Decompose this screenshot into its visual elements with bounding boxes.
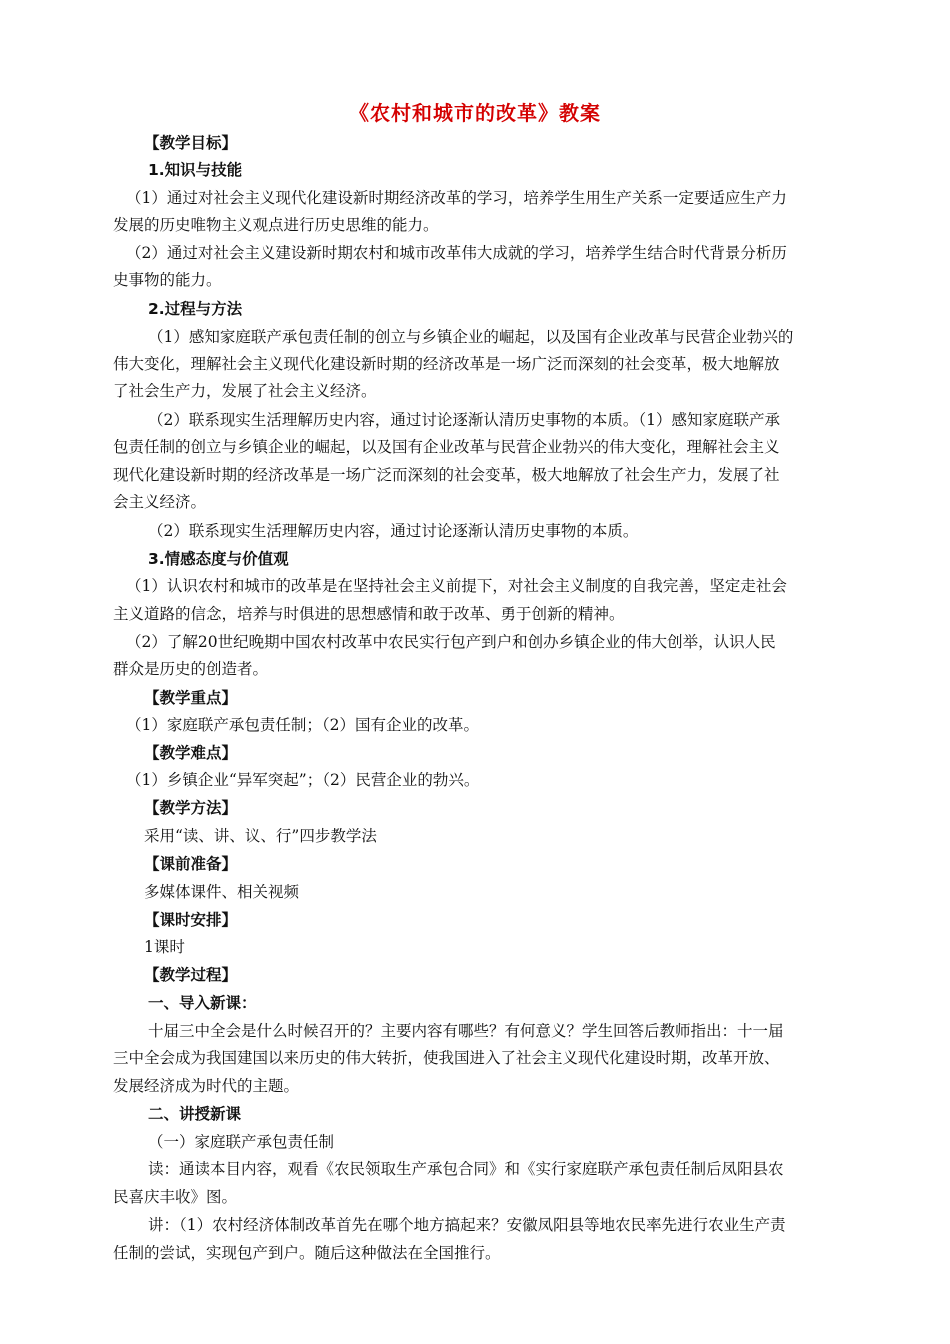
section-heading-process: 【教学过程】 bbox=[144, 966, 238, 984]
subheading-knowledge-skills: 1.知识与技能 bbox=[148, 161, 243, 179]
subheading-emotion-values: 3.情感态度与价值观 bbox=[148, 550, 289, 568]
paragraph-line: （1）乡镇企业“异军突起”；（2）民营企业的勃兴。 bbox=[126, 771, 480, 789]
paragraph-line: 会主义经济。 bbox=[113, 493, 207, 511]
paragraph-line: 采用“读、讲、议、行”四步教学法 bbox=[144, 827, 377, 845]
section-heading-preparation: 【课前准备】 bbox=[144, 855, 238, 873]
paragraph-line: 民喜庆丰收》图。 bbox=[113, 1188, 238, 1206]
paragraph-line: 十届三中全会是什么时候召开的？主要内容有哪些？有何意义？学生回答后教师指出：十一届 bbox=[148, 1022, 784, 1040]
paragraph-line: （1）感知家庭联产承包责任制的创立与乡镇企业的崛起，以及国有企业改革与民营企业勃兴的 bbox=[148, 328, 794, 346]
paragraph-line: 任制的尝试，实现包产到户。随后这种做法在全国推行。 bbox=[113, 1244, 501, 1262]
document-title: 《农村和城市的改革》教案 bbox=[349, 101, 601, 125]
paragraph-line: 发展经济成为时代的主题。 bbox=[113, 1077, 300, 1095]
paragraph-line: 讲：（1）农村经济体制改革首先在哪个地方搞起来？安徽凤阳县等地农民率先进行农业生产责 bbox=[148, 1216, 786, 1234]
paragraph-line: （2）了解20世纪晚期中国农村改革中农民实行包产到户和创办乡镇企业的伟大创举，认识人民 bbox=[126, 633, 776, 651]
paragraph-line: 发展的历史唯物主义观点进行历史思维的能力。 bbox=[113, 216, 439, 234]
paragraph-line: （1）家庭联产承包责任制；（2）国有企业的改革。 bbox=[126, 716, 479, 734]
section-heading-difficulties: 【教学难点】 bbox=[144, 744, 238, 762]
paragraph-line: （1）认识农村和城市的改革是在坚持社会主义前提下，对社会主义制度的自我完善，坚定走社会 bbox=[126, 577, 787, 595]
paragraph-line: 多媒体课件、相关视频 bbox=[144, 883, 300, 901]
subheading-process-method: 2.过程与方法 bbox=[148, 300, 243, 318]
paragraph-line: 读：通读本目内容，观看《农民领取生产承包合同》和《实行家庭联产承包责任制后凤阳县农 bbox=[148, 1160, 784, 1178]
subheading-introduction: 一、导入新课： bbox=[148, 994, 257, 1012]
paragraph-line: 1课时 bbox=[144, 938, 185, 956]
paragraph-line: （2）联系现实生活理解历史内容，通过讨论逐渐认清历史事物的本质。 bbox=[148, 522, 639, 540]
paragraph-line: （2）通过对社会主义建设新时期农村和城市改革伟大成就的学习，培养学生结合时代背景分析历 bbox=[126, 244, 787, 262]
paragraph-line: （2）联系现实生活理解历史内容，通过讨论逐渐认清历史事物的本质。（1）感知家庭联产承 bbox=[148, 411, 780, 429]
paragraph-line: （一）家庭联产承包责任制 bbox=[148, 1133, 335, 1151]
paragraph-line: 了社会生产力，发展了社会主义经济。 bbox=[113, 382, 377, 400]
paragraph-line: 包责任制的创立与乡镇企业的崛起，以及国有企业改革与民营企业勃兴的伟大变化，理解社会主义 bbox=[113, 438, 780, 456]
paragraph-line: 史事物的能力。 bbox=[113, 271, 222, 289]
paragraph-line: 群众是历史的创造者。 bbox=[113, 660, 269, 678]
paragraph-line: 主义道路的信念，培养与时俱进的思想感情和敢于改革、勇于创新的精神。 bbox=[113, 605, 625, 623]
subheading-new-lesson: 二、讲授新课 bbox=[148, 1105, 242, 1123]
section-heading-schedule: 【课时安排】 bbox=[144, 911, 238, 929]
paragraph-line: 伟大变化，理解社会主义现代化建设新时期的经济改革是一场广泛而深刻的社会变革，极大地解放 bbox=[113, 355, 780, 373]
section-heading-teaching-method: 【教学方法】 bbox=[144, 799, 238, 817]
paragraph-line: 现代化建设新时期的经济改革是一场广泛而深刻的社会变革，极大地解放了社会生产力，发展了社 bbox=[113, 466, 780, 484]
paragraph-line: （1）通过对社会主义现代化建设新时期经济改革的学习，培养学生用生产关系一定要适应生产力 bbox=[126, 189, 787, 207]
section-heading-key-points: 【教学重点】 bbox=[144, 689, 238, 707]
section-heading-objectives: 【教学目标】 bbox=[144, 134, 238, 152]
paragraph-line: 三中全会成为我国建国以来历史的伟大转折，使我国进入了社会主义现代化建设时期，改革开放、 bbox=[113, 1049, 780, 1067]
